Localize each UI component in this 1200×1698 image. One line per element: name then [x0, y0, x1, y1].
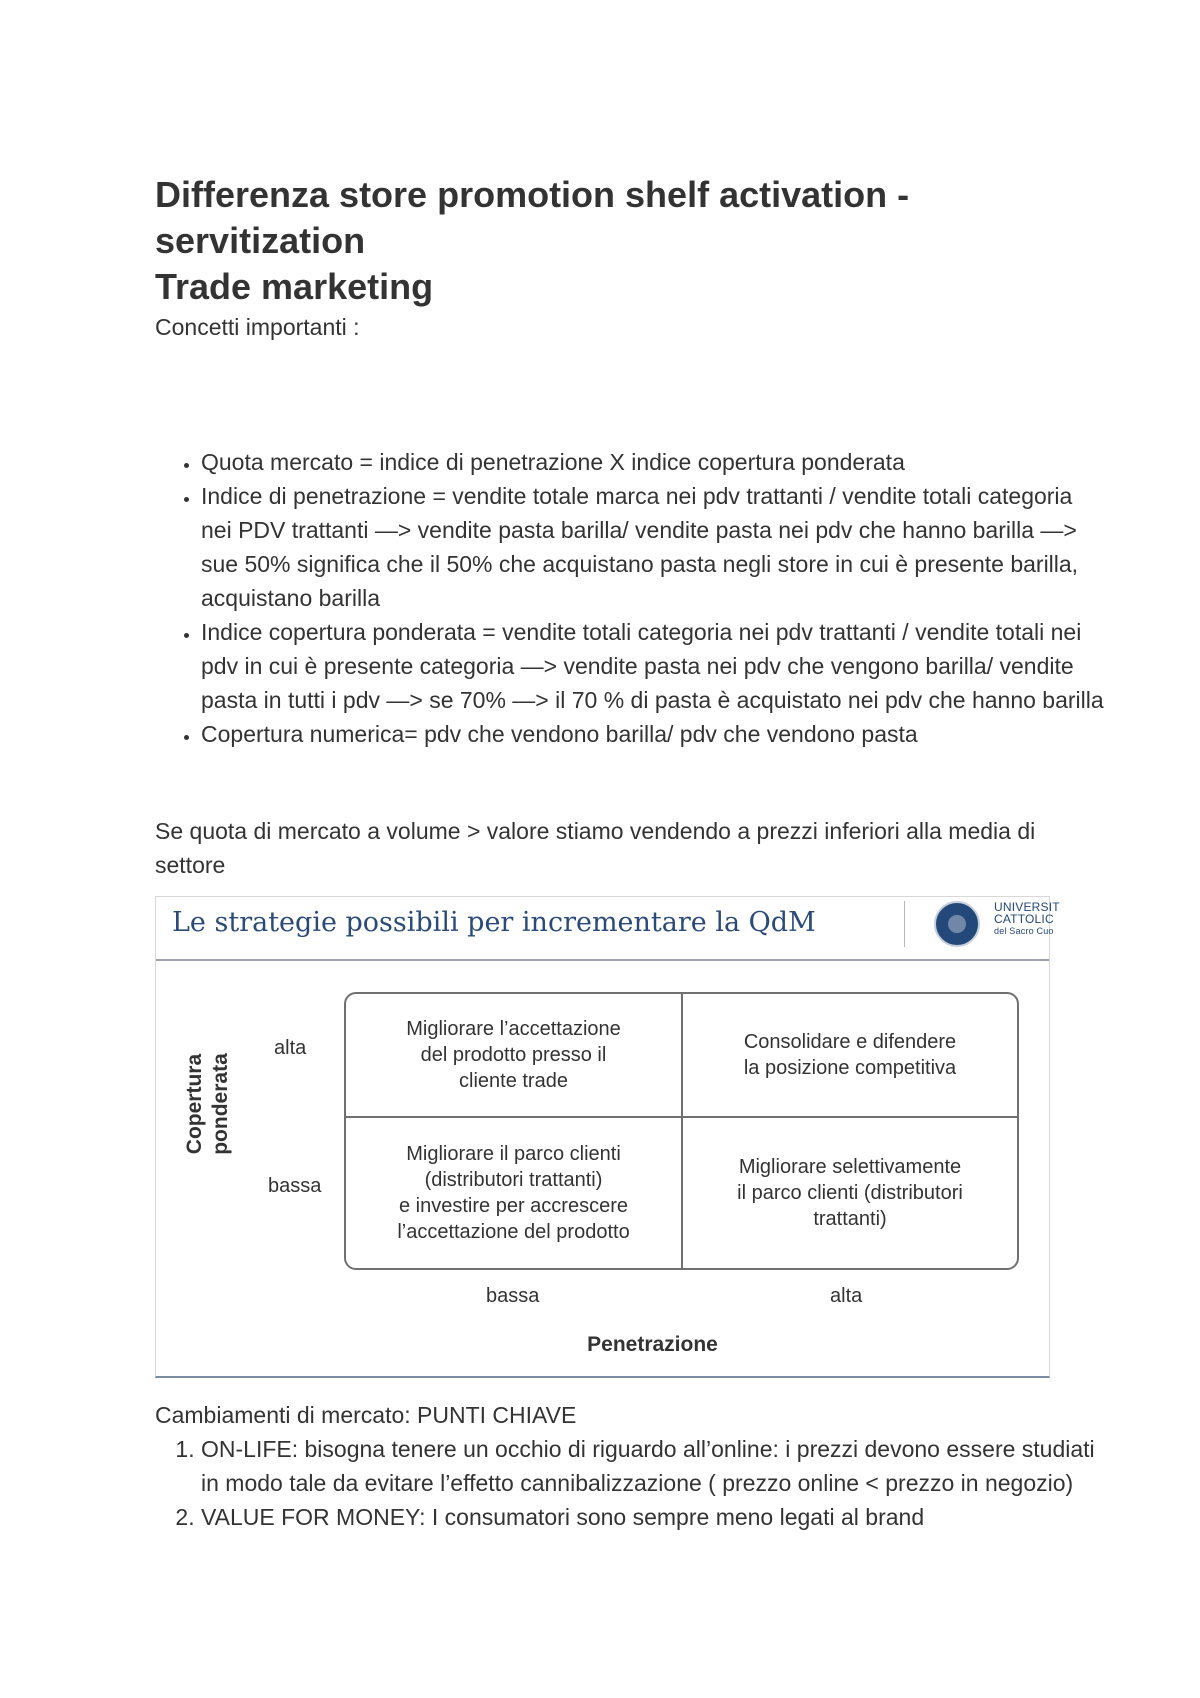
- header-divider: [904, 901, 905, 947]
- cell-top-right: [683, 994, 1017, 1116]
- university-seal-icon: [934, 901, 980, 947]
- y-axis-label-line: ponderata: [209, 1053, 232, 1155]
- section-title: Trade marketing: [155, 266, 434, 307]
- y-tick-bassa: bassa: [268, 1175, 322, 1197]
- list-item: 1. ON-LIFE: bisogna tenere un occhio di riguardo all’online: i prezzi devono essere studiati in modo tale da evitare l’effetto cannibalizzazione ( prezzo online < prezzo in negozio): [201, 1432, 1106, 1500]
- cell-text-line: trattanti): [813, 1208, 887, 1230]
- list-item: • Indice di penetrazione = vendite totale marca nei pdv trattanti / vendite totali categoria nei PDV trattanti —> vendite pasta barilla/ vendite pasta nei pdv che hanno barilla —> sue 50% significa che il 50% che acquistano pasta negli store in cui è presente barilla, acquistano barilla: [201, 479, 1106, 615]
- x-axis-label: Penetrazione: [587, 1333, 718, 1356]
- cell-bottom-left: [346, 1118, 681, 1268]
- intro-text: Concetti importanti :: [155, 314, 360, 340]
- logo-line: del Sacro Cuo: [994, 926, 1054, 936]
- section-heading: Cambiamenti di mercato: PUNTI CHIAVE: [155, 1402, 577, 1428]
- cell-text-line: Migliorare selettivamente: [738, 1156, 962, 1178]
- cell-text-line: e investire per accrescere: [399, 1195, 628, 1217]
- cell-text-line: l’accettazione del prodotto: [397, 1221, 630, 1243]
- list-item: • Indice copertura ponderata = vendite totali categoria nei pdv trattanti / vendite totali nei pdv in cui è presente categoria —> vendite pasta nei pdv che vengono barilla/ vendite pasta in tutti i pdv —> se 70% —> il 70 % di pasta è acquistato nei pdv che hanno barilla: [201, 615, 1106, 717]
- cell-top-left: [346, 994, 681, 1116]
- cell-text-line: Consolidare e difendere: [743, 1031, 957, 1053]
- x-tick-bassa: bassa: [486, 1285, 540, 1307]
- x-tick-alta: alta: [830, 1285, 863, 1307]
- cell-text-line: (distributori trattanti): [424, 1169, 603, 1191]
- cell-text-line: la posizione competitiva: [743, 1057, 957, 1079]
- y-tick-alta: alta: [274, 1037, 307, 1059]
- cell-text-line: il parco clienti (distributori: [737, 1182, 963, 1204]
- page-title-line-2: servitization: [155, 220, 366, 261]
- market-share-paragraph: Se quota di mercato a volume > valore stiamo vendendo a prezzi inferiori alla media di settore: [155, 818, 1036, 878]
- cell-text-line: del prodotto presso il: [420, 1044, 607, 1066]
- logo-line: UNIVERSIT: [994, 900, 1060, 914]
- y-axis-label-line: Copertura: [183, 1053, 206, 1155]
- university-logo-text: [994, 900, 1060, 937]
- page-title-line-1: Differenza store promotion shelf activation -: [155, 174, 910, 215]
- logo-line: CATTOLIC: [994, 912, 1054, 926]
- figure-header: [156, 897, 1060, 961]
- strategy-matrix: [344, 992, 1019, 1270]
- list-item: • Quota mercato = indice di penetrazione X indice copertura ponderata: [201, 445, 1106, 479]
- cell-text-line: cliente trade: [459, 1070, 568, 1092]
- concepts-list: [155, 445, 1106, 751]
- cell-bottom-right: [683, 1118, 1017, 1268]
- key-points-list: [155, 1432, 1106, 1534]
- figure-title: Le strategie possibili per incrementare la QdM: [172, 907, 816, 938]
- page-title: [155, 172, 1055, 264]
- strategy-matrix-figure: [155, 896, 1060, 1378]
- cell-text-line: Migliorare il parco clienti: [406, 1143, 621, 1165]
- cell-text-line: Migliorare l’accettazione: [406, 1018, 621, 1040]
- list-item: • Copertura numerica= pdv che vendono barilla/ pdv che vendono pasta: [201, 717, 1106, 751]
- list-item: 2. VALUE FOR MONEY: I consumatori sono sempre meno legati al brand: [201, 1500, 1106, 1534]
